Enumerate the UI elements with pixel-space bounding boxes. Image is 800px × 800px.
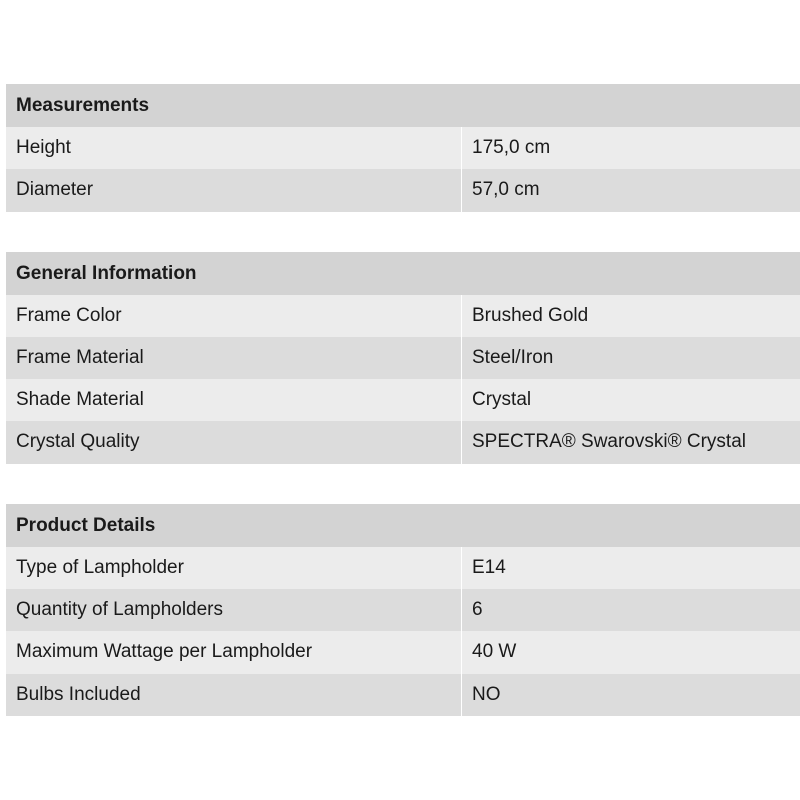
spec-value: NO	[461, 674, 800, 716]
spec-value: 40 W	[461, 631, 800, 673]
spec-value: Steel/Iron	[461, 337, 800, 379]
section-header: General Information	[6, 252, 800, 295]
spec-row-max-wattage	[6, 631, 800, 673]
product-details-section	[6, 504, 800, 716]
spec-row-bulbs-included	[6, 674, 800, 716]
spec-row-diameter	[6, 169, 800, 211]
spec-rows	[6, 547, 800, 716]
spec-rows	[6, 295, 800, 464]
spec-value: 57,0 cm	[461, 169, 800, 211]
spec-label: Shade Material	[16, 389, 144, 411]
spec-label: Bulbs Included	[16, 683, 141, 705]
spec-label: Maximum Wattage per Lampholder	[16, 641, 313, 663]
spec-row-frame-color	[6, 295, 800, 337]
spec-label: Type of Lampholder	[16, 556, 184, 578]
spec-row-crystal-quality	[6, 421, 800, 463]
spec-label: Frame Color	[16, 304, 122, 326]
spec-value: SPECTRA® Swarovski® Crystal	[461, 421, 800, 463]
spec-label: Crystal Quality	[16, 431, 140, 453]
spec-row-shade-material	[6, 379, 800, 421]
spec-row-frame-material	[6, 337, 800, 379]
spec-label: Diameter	[16, 179, 94, 201]
spec-value: 175,0 cm	[461, 127, 800, 169]
measurements-section	[6, 84, 800, 212]
spec-value: Brushed Gold	[461, 295, 800, 337]
spec-row-lampholder-quantity	[6, 589, 800, 631]
spec-label: Frame Material	[16, 346, 144, 368]
spec-row-height	[6, 127, 800, 169]
spec-label: Quantity of Lampholders	[16, 599, 224, 621]
spec-value: E14	[461, 547, 800, 589]
spec-sections	[6, 84, 800, 756]
section-header: Measurements	[6, 84, 800, 127]
spec-value: 6	[461, 589, 800, 631]
spec-value: Crystal	[461, 379, 800, 421]
spec-label: Height	[16, 137, 71, 158]
spec-row-lampholder-type	[6, 547, 800, 589]
general-information-section	[6, 252, 800, 464]
section-header: Product Details	[6, 504, 800, 547]
spec-rows	[6, 127, 800, 212]
